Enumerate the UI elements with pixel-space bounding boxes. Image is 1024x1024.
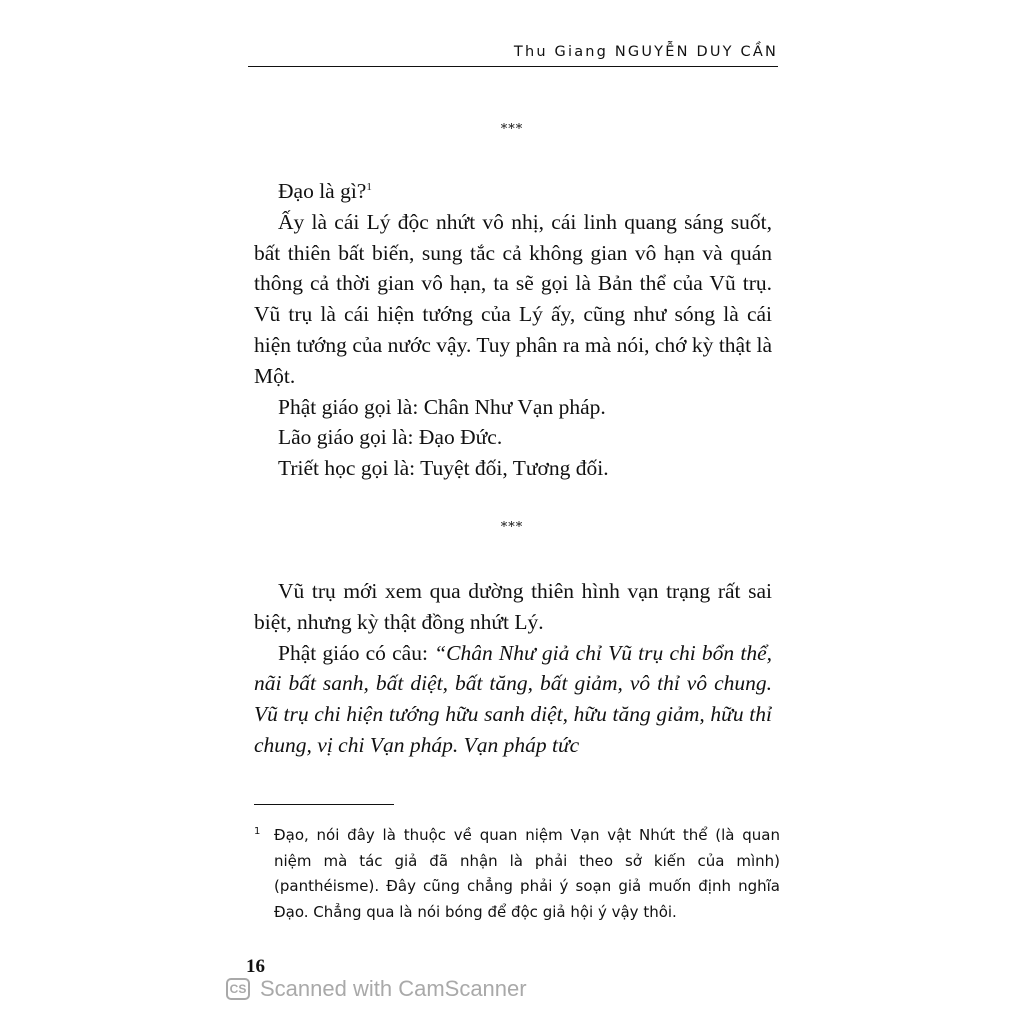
footnote-marker: 1 <box>254 826 261 837</box>
header-rule <box>248 66 778 67</box>
section-2-text <box>254 576 772 761</box>
footnote-rule <box>254 804 394 805</box>
footnote-text: Đạo, nói đây là thuộc về quan niệm Vạn vật Nhứt thể (là quan niệm mà tác giả đã nhận là phải theo sở kiến của mình) (panthéisme). Đây cũng chẳng phải ý soạn giả muốn định nghĩa Đạo. Chẳng qua là nói bóng để độc giả hội ý vậy thôi. <box>274 826 780 921</box>
paragraph-buddhism: Phật giáo gọi là: Chân Như Vạn pháp. <box>278 394 606 419</box>
section-separator-2: *** <box>500 520 524 535</box>
page-number: 16 <box>246 956 265 977</box>
running-header: Thu Giang NGUYỄN DUY CẦN <box>513 44 778 60</box>
paragraph-universe: Vũ trụ mới xem qua dường thiên hình vạn trạng rất sai biệt, nhưng kỳ thật đồng nhứt Lý. <box>254 579 772 634</box>
paragraph-definition: Ấy là cái Lý độc nhứt vô nhị, cái linh quang sáng suốt, bất thiên bất biến, sung tắc cả không gian vô hạn và quán thông cả thời gian vô hạn, ta sẽ gọi là Bản thể của Vũ trụ. Vũ trụ là cái hiện tướng của Lý ấy, cũng như sóng là cái hiện tướng của nước vậy. Tuy phân ra mà nói, chớ kỳ thật là Một. <box>254 209 772 388</box>
camscanner-logo-icon: CS <box>226 978 250 1000</box>
paragraph-philosophy: Triết học gọi là: Tuyệt đối, Tương đối. <box>278 456 609 481</box>
footnote-ref[interactable]: 1 <box>366 180 372 193</box>
section-separator-1: *** <box>500 122 524 137</box>
paragraph-quote: Phật giáo có câu: “Chân Như giả chỉ Vũ trụ chi bổn thể, nãi bất sanh, bất diệt, bất tăng, bất giảm, vô thỉ vô chung. Vũ trụ chi hiện tướng hữu sanh diệt, hữu tăng giảm, hữu thỉ chung, vị chi Vạn pháp. Vạn pháp tức <box>254 640 773 757</box>
paragraph-taoism: Lão giáo gọi là: Đạo Đức. <box>278 425 503 450</box>
quote-text: “Chân Như giả chỉ Vũ trụ chi bổn thể, nãi bất sanh, bất diệt, bất tăng, bất giảm, vô thỉ vô chung. Vũ trụ chi hiện tướng hữu sanh diệt, hữu tăng giảm, hữu thỉ chung, vị chi Vạn pháp. Vạn pháp tức <box>254 640 773 757</box>
footnote <box>254 823 780 925</box>
section-1-text <box>254 176 772 484</box>
camscanner-watermark <box>226 976 527 1002</box>
watermark-text: Scanned with CamScanner <box>260 976 527 1001</box>
paragraph-question: Đạo là gì?$^1$ <box>278 179 372 203</box>
